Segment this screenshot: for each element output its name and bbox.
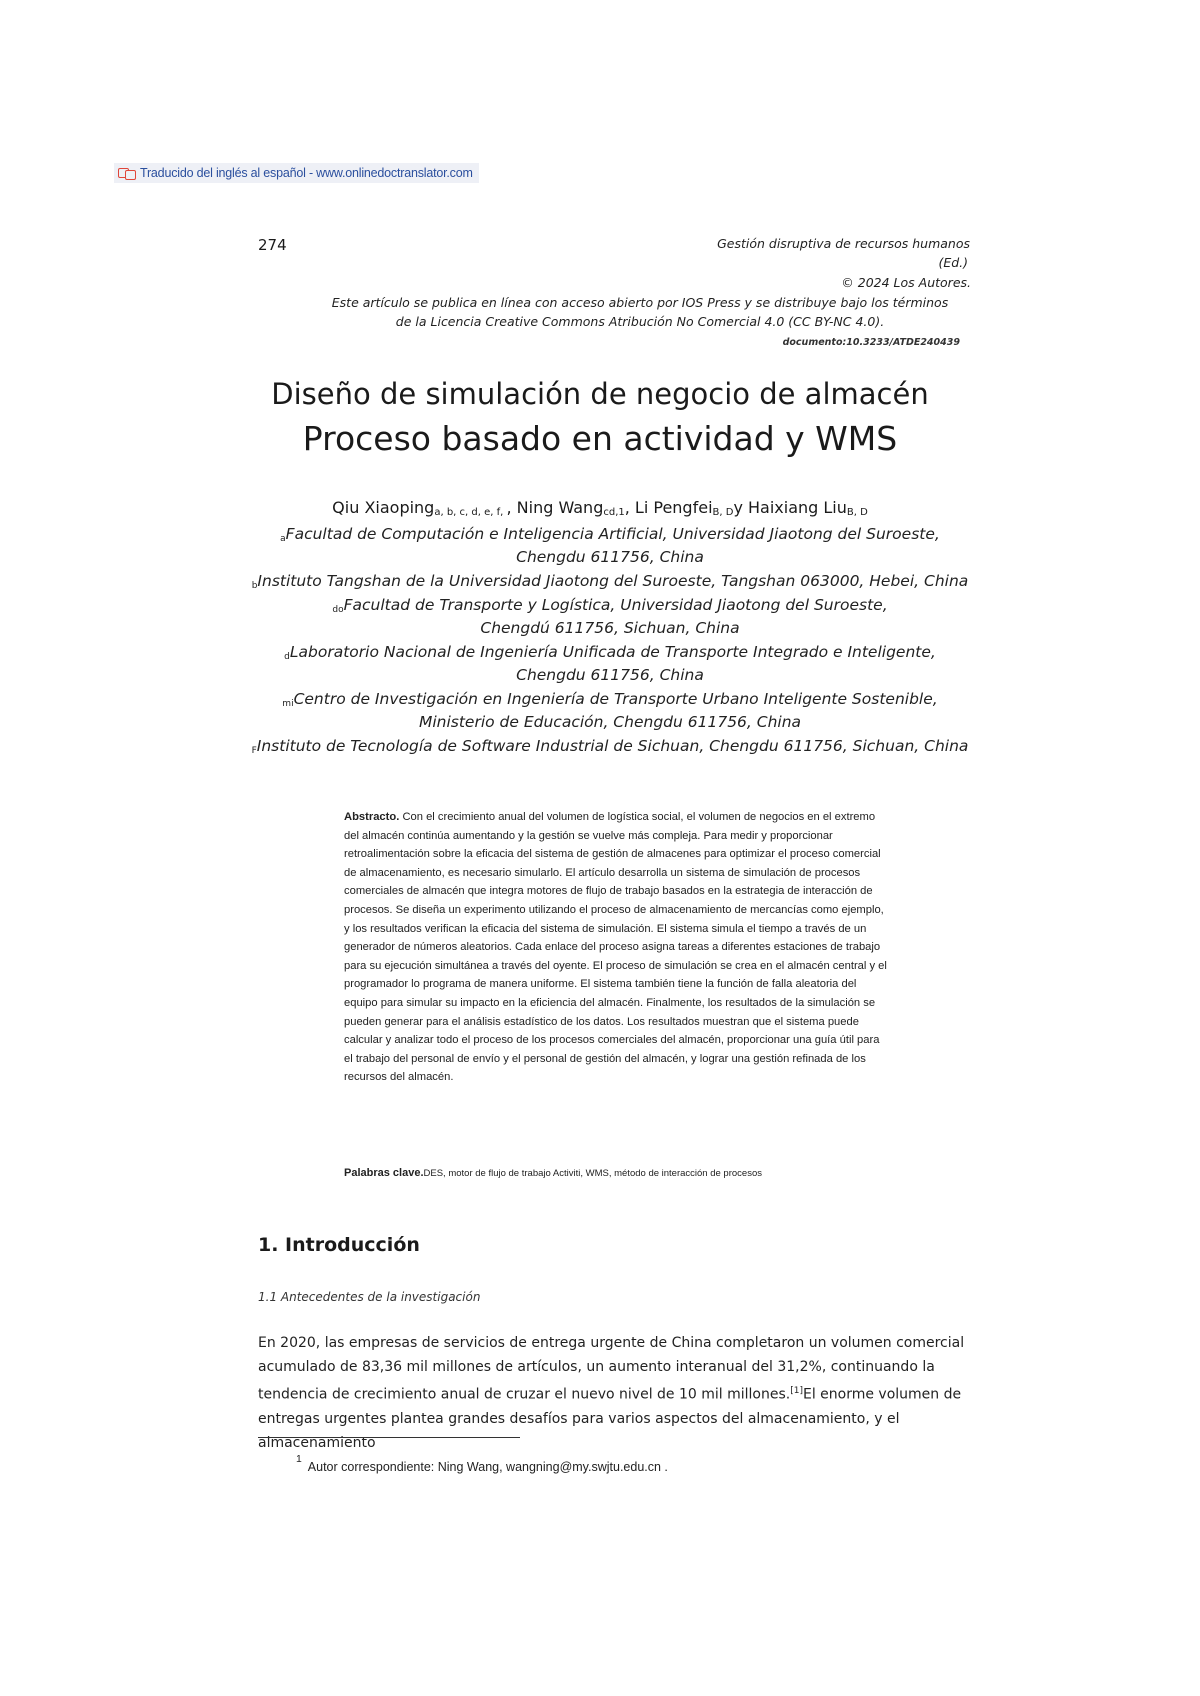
affiliation-f: $^F$Instituto de Tecnología de Software Industrial de Sichuan, Chengdu 611756, Sichuan, China: [251, 737, 969, 756]
abstract-text: Con el crecimiento anual del volumen de logística social, el volumen de negocios en el extremo del almacén continúa aumentando y la gestión se vuelve más compleja. Para medir y proporcionar retroalimentación sobre la eficacia del sistema de gestión de almacenes para optimizar el proceso comercial de almacenamiento, es necesario simularlo. El artículo desarrolla un sistema de simulación de procesos comerciales de almacén que integra motores de flujo de trabajo basados en la estrategia de interacción de procesos. Se diseña un experimento utilizando el proceso de almacenamiento de mercancías como ejemplo, y los resultados verifican la eficacia del sistema de simulación. El sistema simula el tiempo a través de un generador de números aleatorios. Cada enlace del proceso asigna tareas a diferentes estaciones de trabajo para su ejecución simultánea a través del oyente. El proceso de simulación se crea en el almacén central y el programador lo programa de manera uniforme. El sistema también tiene la función de falla aleatoria del equipo para simular su impacto en la eficiencia del almacén. Finalmente, los resultados de la simulación se pueden generar para el análisis estadístico de los datos. Los resultados muestran que el sistema puede calcular y analizar todo el proceso de los procesos comerciales del almacén, proporcionar una guía útil para el trabajo del personal de envío y el personal de gestión del almacén, y lograr una gestión refinada de los recursos del almacén.: [344, 811, 887, 1084]
paper-title-line-1: Diseño de simulación de negocio de almacén: [271, 377, 929, 411]
footnote: [296, 1454, 668, 1475]
affiliation-d: $^d$Laboratorio Nacional de Ingeniería Unificada de Transporte Integrado e Inteligente,: [284, 643, 936, 662]
body-paragraph: En 2020, las empresas de servicios de entrega urgente de China completaron un volumen comercial acumulado de 83,36 mil millones de artículos, un aumento interanual del 31,2%, continuando la tendencia de crecimiento anual de cruzar el nuevo nivel de 10 mil millones.[1]El enorme volumen de entregas urgentes plantea grandes desafíos para varios aspectos del almacenamiento, y el almacenamiento: [258, 1335, 965, 1451]
keywords-text: DES, motor de flujo de trabajo Activiti, WMS, método de interacción de procesos: [423, 1168, 762, 1179]
citation-ref[interactable]: [1]: [790, 1386, 803, 1396]
author-name: Li Pengfei: [634, 498, 713, 517]
affiliation-b: $^b$Instituto Tangshan de la Universidad Jiaotong del Suroeste, Tangshan 063000, Hebei, China: [251, 572, 969, 591]
author-list: Qiu Xiaoping$_{a, b, c, d, e, f,}$ , Ning Wang$_{cd,1}$, Li Pengfei$_{B, D}$y Haixiang Liu$_{B, D}$: [332, 498, 868, 518]
keywords: [344, 1167, 904, 1179]
book-title: Gestión disruptiva de recursos humanos: [717, 236, 970, 251]
translate-icon: [118, 167, 136, 179]
affiliation-a-cont: Chengdu 611756, China: [516, 548, 704, 566]
translator-banner[interactable]: [114, 163, 479, 183]
abstract-label: Abstracto.: [344, 811, 400, 823]
author-marks: B, D: [846, 507, 868, 518]
keywords-label: Palabras clave.: [344, 1167, 424, 1179]
author-name: Ning Wang: [516, 498, 604, 517]
footnote-rule: [258, 1437, 520, 1438]
abstract: [344, 808, 889, 1087]
paper-title-line-2: Proceso basado en actividad y WMS: [302, 419, 898, 458]
affiliation-d-cont: Chengdu 611756, China: [516, 666, 704, 684]
banner-text: Traducido del inglés al español - www.onlinedoctranslator.com: [140, 166, 473, 180]
subsection-heading: 1.1 Antecedentes de la investigación: [258, 1290, 481, 1304]
affiliation-e: $^{mi}$Centro de Investigación en Ingeniería de Transporte Urbano Inteligente Sostenible,: [282, 690, 938, 709]
author-marks: B, D: [712, 507, 734, 518]
affiliation-a: $^a$Facultad de Computación e Inteligencia Artificial, Universidad Jiaotong del Suroeste,: [280, 525, 940, 544]
copyright: © 2024 Los Autores.: [841, 275, 971, 290]
section-heading: 1. Introducción: [258, 1234, 420, 1256]
author-marks: cd,1: [603, 507, 625, 518]
footnote-text: Autor correspondiente: Ning Wang, wangning@my.swjtu.edu.cn .: [307, 1460, 668, 1475]
affiliation-e-cont: Ministerio de Educación, Chengdu 611756, China: [418, 713, 802, 731]
editor-note: (Ed.): [938, 255, 968, 270]
affiliation-c: $^{do}$Facultad de Transporte y Logística, Universidad Jiaotong del Suroeste,: [332, 596, 888, 615]
page-number: 274: [258, 236, 287, 254]
author-name: Qiu Xiaoping: [332, 498, 435, 517]
author-marks: a, b, c, d, e, f,: [434, 507, 507, 518]
affiliation-c-cont: Chengdú 611756, Sichuan, China: [480, 619, 740, 637]
license-line-2: de la Licencia Creative Commons Atribución No Comercial 4.0 (CC BY-NC 4.0).: [395, 314, 885, 329]
footnote-mark: 1: [296, 1454, 302, 1465]
doi: documento:10.3233/ATDE240439: [782, 337, 960, 348]
license-line-1: Este artículo se publica en línea con acceso abierto por IOS Press y se distribuye bajo los términos: [331, 295, 949, 310]
author-name: Haixiang Liu: [748, 498, 847, 517]
